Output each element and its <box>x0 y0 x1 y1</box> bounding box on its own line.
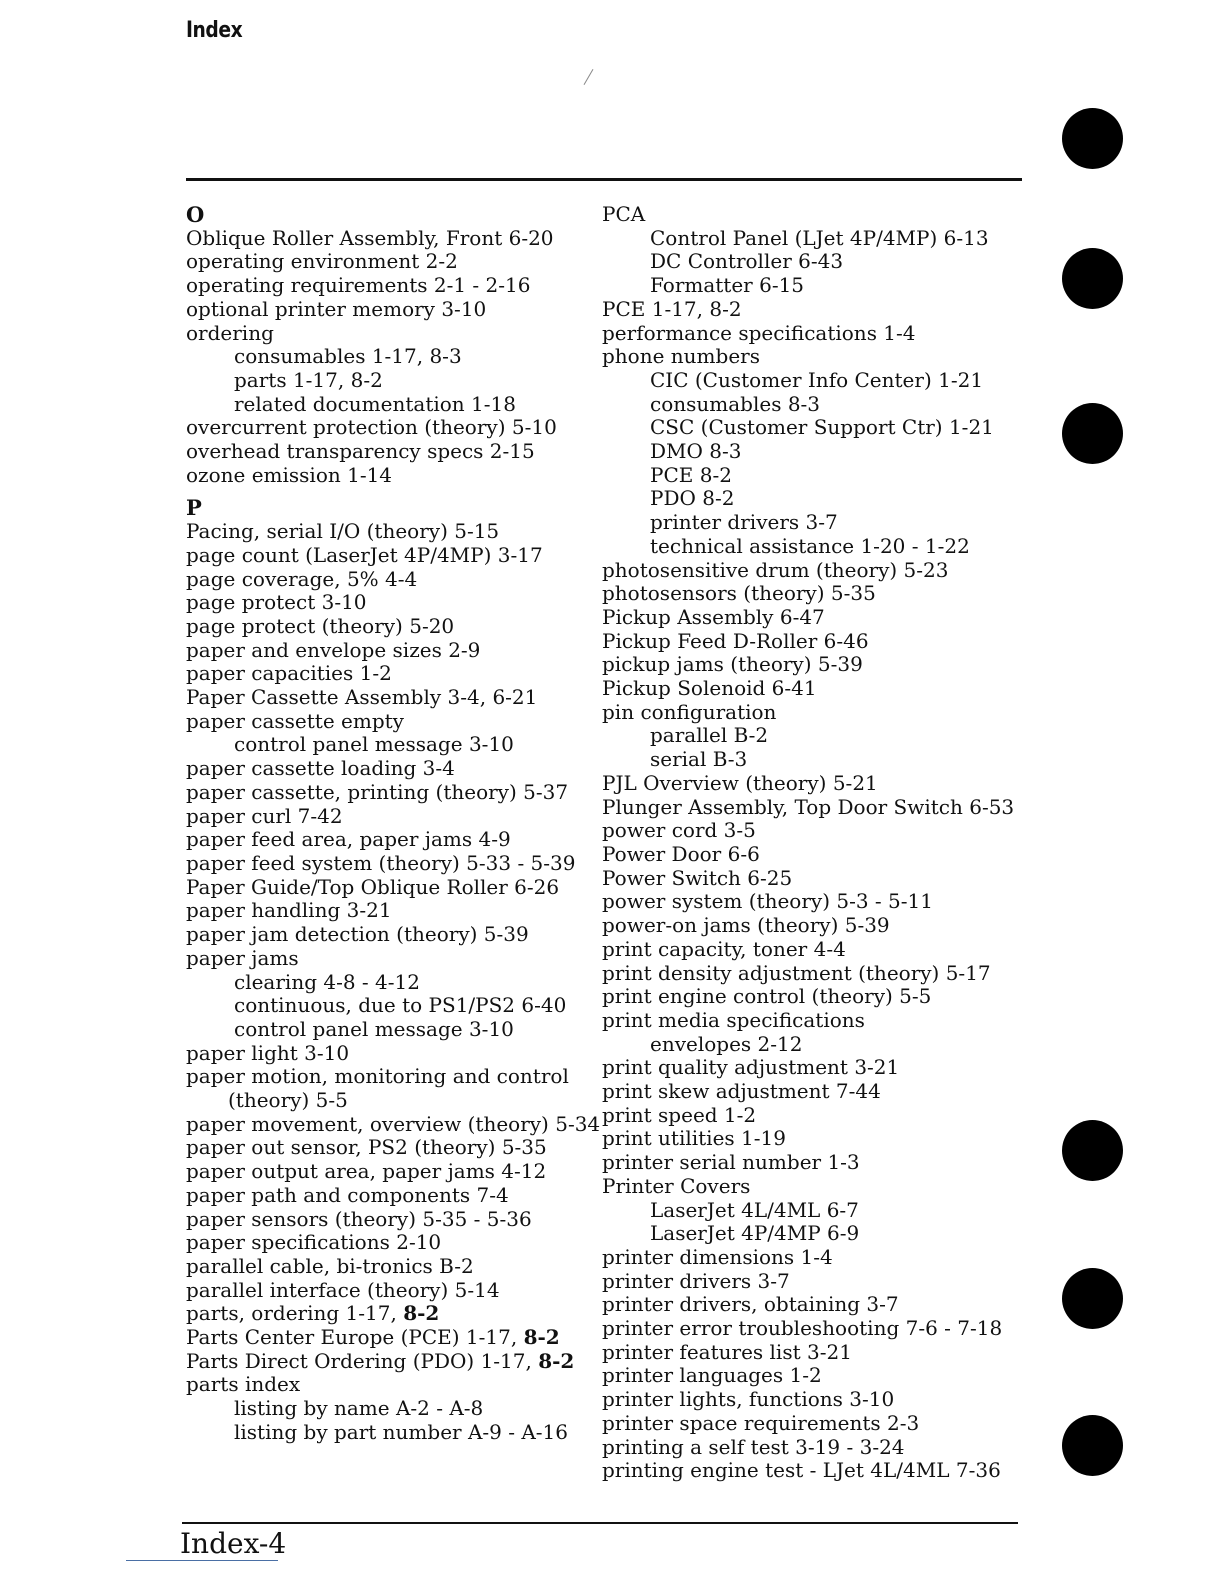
index-entry-text: printer drivers 3-7 <box>650 510 838 535</box>
index-entry <box>602 1270 1032 1294</box>
index-entry-text: page coverage, 5% 4-4 <box>186 566 418 591</box>
index-entry <box>186 1042 616 1066</box>
index-entry-text: print media specifications <box>602 1007 865 1032</box>
index-entry <box>602 677 1032 701</box>
index-entry-text: paper output area, paper jams 4-12 <box>186 1159 547 1184</box>
index-entry-text: printer languages 1-2 <box>602 1363 822 1388</box>
index-entry-text: printer serial number 1-3 <box>602 1150 860 1175</box>
index-entry <box>186 1350 616 1374</box>
page-number-underline <box>126 1560 278 1561</box>
index-entry-text: power cord 3-5 <box>602 818 756 843</box>
index-entry <box>186 1231 616 1255</box>
index-entry-text: DC Controller 6-43 <box>650 249 844 274</box>
index-entry-text: listing by name A-2 - A-8 <box>234 1396 484 1421</box>
index-entry <box>602 890 1032 914</box>
index-entry <box>186 1302 616 1326</box>
index-entry-text: paper light 3-10 <box>186 1040 350 1065</box>
index-entry <box>602 393 1032 417</box>
index-entry-text: print capacity, toner 4-4 <box>602 936 846 961</box>
index-entry-text: Parts Center Europe (PCE) 1-17, <box>186 1325 524 1350</box>
index-entry <box>602 1412 1032 1436</box>
index-entry-text: PDO 8-2 <box>650 486 735 511</box>
index-entry <box>186 322 616 346</box>
index-entry-text: printer space requirements 2-3 <box>602 1410 920 1435</box>
index-entry-text: printer drivers, obtaining 3-7 <box>602 1292 899 1317</box>
index-entry-text: parts 1-17, 8-2 <box>234 367 383 392</box>
index-entry <box>186 1326 616 1350</box>
index-entry-text: ozone emission 1-14 <box>186 462 393 487</box>
index-entry-text: printer error troubleshooting 7-6 - 7-18 <box>602 1316 1003 1341</box>
index-entry-text: control panel message 3-10 <box>234 1016 514 1041</box>
index-entry <box>186 544 616 568</box>
index-entry-text: serial B-3 <box>650 747 748 772</box>
index-entry <box>186 852 616 876</box>
index-entry <box>602 1056 1032 1080</box>
index-entry <box>186 1421 616 1445</box>
index-entry <box>186 298 616 322</box>
index-entry-text: paper out sensor, PS2 (theory) 5-35 <box>186 1135 547 1160</box>
index-entry-text: paper handling 3-21 <box>186 898 392 923</box>
index-entry <box>602 1009 1032 1033</box>
index-entry <box>602 914 1032 938</box>
index-entry-text: PCA <box>602 202 646 226</box>
index-entry <box>186 1113 616 1137</box>
bottom-rule <box>182 1522 1018 1524</box>
index-entry-text: PJL Overview (theory) 5-21 <box>602 770 878 795</box>
index-entry <box>602 345 1032 369</box>
index-entry <box>186 971 616 995</box>
index-entry <box>602 203 1032 227</box>
index-entry <box>602 1293 1032 1317</box>
index-entry-text: printer drivers 3-7 <box>602 1268 790 1293</box>
index-entry <box>186 899 616 923</box>
index-letter-heading <box>186 496 616 520</box>
index-entry <box>186 1184 616 1208</box>
index-entry-text: optional printer memory 3-10 <box>186 296 487 321</box>
binder-hole <box>1062 1415 1123 1476</box>
index-entry-text: printer lights, functions 3-10 <box>602 1387 895 1412</box>
index-entry <box>602 724 1032 748</box>
index-entry <box>186 1279 616 1303</box>
index-entry-text: clearing 4-8 - 4-12 <box>234 969 420 994</box>
index-entry <box>186 757 616 781</box>
index-entry <box>602 464 1032 488</box>
index-entry <box>602 227 1032 251</box>
index-entry-text: page protect 3-10 <box>186 590 367 615</box>
index-entry <box>602 487 1032 511</box>
index-entry-text: overcurrent protection (theory) 5-10 <box>186 415 557 440</box>
index-entry-text: print speed 1-2 <box>602 1102 757 1127</box>
index-entry <box>186 1089 616 1113</box>
index-entry-text: printer features list 3-21 <box>602 1339 852 1364</box>
index-entry-text: print quality adjustment 3-21 <box>602 1055 900 1080</box>
index-entry <box>602 416 1032 440</box>
index-entry-text: parallel cable, bi-tronics B-2 <box>186 1253 474 1278</box>
index-entry-text: paper cassette loading 3-4 <box>186 756 455 781</box>
index-entry <box>186 568 616 592</box>
index-entry <box>602 1151 1032 1175</box>
index-entry-text: continuous, due to PS1/PS2 6-40 <box>234 993 567 1018</box>
index-entry-text: Oblique Roller Assembly, Front 6-20 <box>186 225 554 250</box>
index-entry <box>186 591 616 615</box>
index-entry <box>186 876 616 900</box>
index-entry <box>602 298 1032 322</box>
index-entry-text: paper cassette empty <box>186 708 404 733</box>
index-entry-text: paper capacities 1-2 <box>186 661 392 686</box>
binder-hole <box>1062 1120 1123 1181</box>
index-entry <box>186 1136 616 1160</box>
index-entry <box>602 582 1032 606</box>
index-entry <box>186 345 616 369</box>
index-entry-text: technical assistance 1-20 - 1-22 <box>650 533 970 558</box>
index-entry-text: performance specifications 1-4 <box>602 320 916 345</box>
binder-hole <box>1062 1268 1123 1329</box>
index-entry-text: Control Panel (LJet 4P/4MP) 6-13 <box>650 225 989 250</box>
page-header-title: Index <box>186 18 243 43</box>
index-entry <box>186 710 616 734</box>
index-entry-text: Pickup Solenoid 6-41 <box>602 676 817 701</box>
binder-hole <box>1062 248 1123 309</box>
index-entry <box>602 1080 1032 1104</box>
index-entry <box>186 274 616 298</box>
stray-mark <box>584 69 594 85</box>
index-entry <box>602 511 1032 535</box>
index-entry-text: paper path and components 7-4 <box>186 1182 509 1207</box>
index-entry-text: O <box>186 202 205 227</box>
index-entry <box>602 1175 1032 1199</box>
index-entry-text: Paper Cassette Assembly 3-4, 6-21 <box>186 685 538 710</box>
index-entry-text: paper jam detection (theory) 5-39 <box>186 922 529 947</box>
index-entry-text: Formatter 6-15 <box>650 273 805 298</box>
index-entry-text: photosensors (theory) 5-35 <box>602 581 876 606</box>
index-entry <box>186 464 616 488</box>
index-entry <box>602 1033 1032 1057</box>
index-entry <box>602 322 1032 346</box>
index-entry-text: printer dimensions 1-4 <box>602 1244 833 1269</box>
index-entry-text: overhead transparency specs 2-15 <box>186 439 535 464</box>
index-entry-text: paper sensors (theory) 5-35 - 5-36 <box>186 1206 532 1231</box>
index-entry-text: consumables 1-17, 8-3 <box>234 344 462 369</box>
index-entry <box>186 662 616 686</box>
index-entry-text: DMO 8-3 <box>650 439 742 464</box>
index-entry-text: operating environment 2-2 <box>186 249 458 274</box>
index-entry-text: photosensitive drum (theory) 5-23 <box>602 557 949 582</box>
index-entry-text: LaserJet 4P/4MP 6-9 <box>650 1221 860 1246</box>
index-entry-text: parallel B-2 <box>650 723 769 748</box>
index-entry <box>186 947 616 971</box>
index-entry <box>186 1397 616 1421</box>
page-number-label: Index-4 <box>180 1527 287 1560</box>
index-entry-text: control panel message 3-10 <box>234 732 514 757</box>
index-entry <box>602 250 1032 274</box>
index-entry <box>602 1364 1032 1388</box>
index-entry-text: pickup jams (theory) 5-39 <box>602 652 863 677</box>
index-entry-text: LaserJet 4L/4ML 6-7 <box>650 1197 859 1222</box>
index-entry-text: CIC (Customer Info Center) 1-21 <box>650 367 984 392</box>
index-entry <box>186 369 616 393</box>
index-entry <box>602 606 1032 630</box>
index-entry-text: paper movement, overview (theory) 5-34 <box>186 1111 601 1136</box>
index-entry-text: power system (theory) 5-3 - 5-11 <box>602 889 933 914</box>
index-entry <box>186 1255 616 1279</box>
index-entry-text: parts, ordering 1-17, <box>186 1301 404 1326</box>
binder-hole <box>1062 108 1123 169</box>
index-entry <box>602 843 1032 867</box>
index-column-right <box>602 203 1032 1483</box>
index-entry-text: related documentation 1-18 <box>234 391 516 416</box>
index-entry-text: Pickup Assembly 6-47 <box>602 604 825 629</box>
index-entry-text: paper jams <box>186 945 299 970</box>
index-entry <box>186 994 616 1018</box>
index-entry <box>186 227 616 251</box>
index-entry-text: Plunger Assembly, Top Door Switch 6-53 <box>602 794 1015 819</box>
index-entry-text: print engine control (theory) 5-5 <box>602 984 932 1009</box>
index-entry-text: printing a self test 3-19 - 3-24 <box>602 1434 905 1459</box>
index-entry-text: pin configuration <box>602 699 777 724</box>
index-entry-text: ordering <box>186 320 274 345</box>
index-entry-bold-page: 8-2 <box>523 1325 560 1350</box>
index-entry-text: operating requirements 2-1 - 2-16 <box>186 273 531 298</box>
index-entry-text: consumables 8-3 <box>650 391 821 416</box>
index-entry <box>186 639 616 663</box>
index-entry <box>602 962 1032 986</box>
index-entry <box>602 440 1032 464</box>
index-entry <box>186 615 616 639</box>
index-entry-text: PCE 1-17, 8-2 <box>602 296 742 321</box>
index-entry <box>602 938 1032 962</box>
index-entry <box>186 781 616 805</box>
index-entry-text: paper curl 7-42 <box>186 803 343 828</box>
index-entry-bold-page: 8-2 <box>403 1301 440 1326</box>
index-entry <box>602 1222 1032 1246</box>
index-entry <box>186 1208 616 1232</box>
index-entry-text: page count (LaserJet 4P/4MP) 3-17 <box>186 542 543 567</box>
index-entry-bold-page: 8-2 <box>538 1348 575 1373</box>
index-entry <box>186 686 616 710</box>
index-entry-text: paper motion, monitoring and control <box>186 1064 569 1089</box>
index-entry-text: Printer Covers <box>602 1173 751 1198</box>
index-entry <box>186 1160 616 1184</box>
index-entry-text: print density adjustment (theory) 5-17 <box>602 960 991 985</box>
index-entry-text: CSC (Customer Support Ctr) 1-21 <box>650 415 994 440</box>
index-entry-text: Paper Guide/Top Oblique Roller 6-26 <box>186 874 560 899</box>
index-entry <box>602 796 1032 820</box>
index-entry <box>602 1104 1032 1128</box>
index-column-left <box>186 203 616 1445</box>
index-entry <box>186 805 616 829</box>
index-entry-text: paper cassette, printing (theory) 5-37 <box>186 779 569 804</box>
index-entry <box>186 923 616 947</box>
index-entry <box>602 1317 1032 1341</box>
index-entry <box>602 867 1032 891</box>
index-entry-text: Pacing, serial I/O (theory) 5-15 <box>186 519 500 544</box>
index-entry <box>186 1373 616 1397</box>
index-entry-text: Parts Direct Ordering (PDO) 1-17, <box>186 1348 539 1373</box>
index-entry <box>186 733 616 757</box>
index-entry-text: page protect (theory) 5-20 <box>186 613 455 638</box>
index-entry-text: paper feed area, paper jams 4-9 <box>186 827 511 852</box>
index-entry <box>186 1018 616 1042</box>
index-entry <box>186 520 616 544</box>
index-entry <box>602 535 1032 559</box>
index-entry-text: paper feed system (theory) 5-33 - 5-39 <box>186 850 576 875</box>
index-entry-text: P <box>186 495 202 521</box>
top-rule <box>186 178 1022 181</box>
index-entry <box>602 772 1032 796</box>
index-entry <box>602 985 1032 1009</box>
index-entry <box>602 748 1032 772</box>
index-entry-text: Power Door 6-6 <box>602 841 760 866</box>
index-entry-text: Pickup Feed D-Roller 6-46 <box>602 628 869 653</box>
index-entry-text: phone numbers <box>602 344 760 369</box>
index-entry <box>602 630 1032 654</box>
index-entry-text: envelopes 2-12 <box>650 1031 803 1056</box>
index-entry <box>602 653 1032 677</box>
index-entry-text: parts index <box>186 1372 301 1397</box>
index-entry <box>602 369 1032 393</box>
index-entry <box>602 701 1032 725</box>
index-entry-text: (theory) 5-5 <box>228 1088 348 1113</box>
index-letter-heading <box>186 203 616 227</box>
index-entry <box>602 559 1032 583</box>
index-entry-text: PCE 8-2 <box>650 462 732 487</box>
index-entry-text: parallel interface (theory) 5-14 <box>186 1277 500 1302</box>
index-entry-text: power-on jams (theory) 5-39 <box>602 913 890 938</box>
index-entry <box>602 1436 1032 1460</box>
index-entry-text: paper and envelope sizes 2-9 <box>186 637 481 662</box>
index-entry-text: Power Switch 6-25 <box>602 865 793 890</box>
index-entry <box>186 416 616 440</box>
binder-hole <box>1062 403 1123 464</box>
index-entry <box>186 250 616 274</box>
index-entry <box>186 1065 616 1089</box>
index-entry <box>602 1127 1032 1151</box>
index-entry-text: paper specifications 2-10 <box>186 1230 442 1255</box>
index-entry-text: print utilities 1-19 <box>602 1126 786 1151</box>
index-entry <box>602 274 1032 298</box>
index-entry-text: print skew adjustment 7-44 <box>602 1079 881 1104</box>
index-entry <box>602 1246 1032 1270</box>
index-entry-text: listing by part number A-9 - A-16 <box>234 1419 569 1444</box>
index-entry <box>602 1459 1032 1483</box>
index-entry <box>602 1388 1032 1412</box>
index-entry <box>186 393 616 417</box>
index-entry <box>602 1199 1032 1223</box>
index-entry <box>186 828 616 852</box>
index-entry <box>186 440 616 464</box>
index-entry <box>602 1341 1032 1365</box>
index-entry <box>602 819 1032 843</box>
index-entry-text: printing engine test - LJet 4L/4ML 7-36 <box>602 1458 1001 1483</box>
